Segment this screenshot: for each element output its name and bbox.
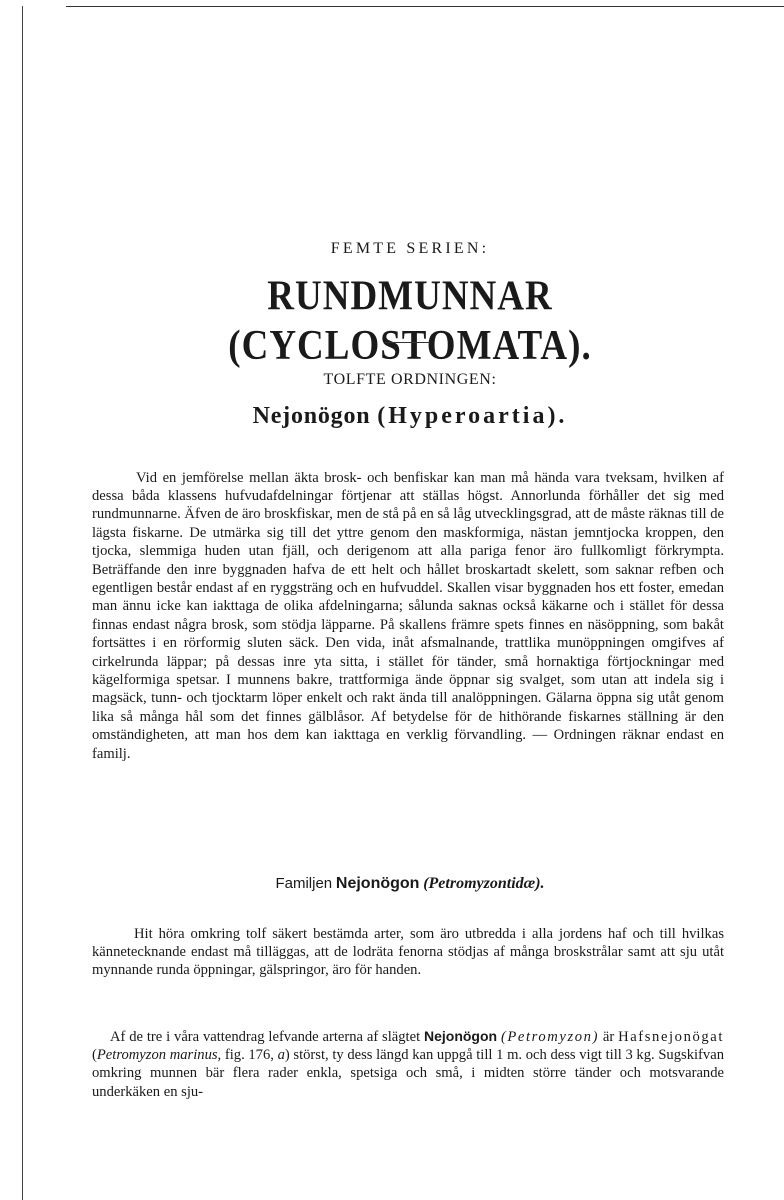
figure-letter: a xyxy=(277,1047,285,1063)
order-title xyxy=(90,403,730,430)
family-scientific-name: (Petromyzontidæ). xyxy=(423,875,545,892)
family-label: Familjen xyxy=(275,875,333,892)
divider-rule xyxy=(386,342,430,343)
order-scientific-name: (Hyperoartia). xyxy=(377,403,568,429)
genus-description-paragraph xyxy=(92,1027,724,1102)
genus-name: Nejonögon xyxy=(423,1027,498,1044)
class-title: RUNDMUNNAR (CYCLOSTOMATA). xyxy=(228,272,592,370)
genus-scientific-name: (Petromyzon) xyxy=(500,1028,600,1045)
species-common-name: Hafsnejonögat xyxy=(618,1028,724,1045)
genus-text-4: fig. 176, xyxy=(221,1047,278,1063)
genus-text-1: Af de tre i våra vattendrag lefvande arterna af slägtet xyxy=(110,1028,424,1045)
scan-edge-top xyxy=(66,6,784,7)
genus-text-3: ( xyxy=(92,1047,97,1063)
genus-text-5: ) störst, ty dess längd kan uppgå till 1 m. och dess vigt till 3 kg. Sugskifvan omkring munnen bär flera rader enkla, spetsiga och små, i midten större tänder och motsvarande underkäken en sju- xyxy=(92,1047,724,1100)
family-description-paragraph: Hit höra omkring tolf säkert bestämda arter, som äro utbredda i alla jordens haf och till hvilkas kännetecknande endast må tilläggas, att de lodräta fenorna stödjas af många broskstrålar samt att sju utåt mynnande runda öppningar, gälspringor, äro för handen. xyxy=(92,925,724,979)
series-heading: FEMTE SERIEN: xyxy=(330,240,490,257)
order-label: TOLFTE ORDNINGEN: xyxy=(323,371,497,388)
species-scientific-name: Petromyzon marinus, xyxy=(96,1047,222,1063)
family-heading xyxy=(90,875,730,893)
order-description-paragraph: Vid en jemförelse mellan äkta brosk- och benfiskar kan man må hända vara tveksam, hvilken af dessa båda klassens hufvudafdelningar förtjenar att ställas högst. Annorlunda förhåller det sig med rundmunnarne. Äfven de äro broskfiskar, men de stå på en så låg utvecklingsgrad, att de måste räknas till de lägsta fiskarne. De utmärka sig till det yttre genom den maskformiga, nästan jemntjocka kroppen, den tjocka, slemmiga huden utan fjäll, och derigenom att alla pariga fenor äro fullkomligt förkrympta. Beträffande den inre byggnaden hafva de ett helt och hållet broskartadt skelett, som saknar refben och egentligen består endast af en ryggsträng och en hufvuddel. Skallen visar byggnaden hos ett foster, emedan man ännu icke kan iakttaga de olika afdelningarna; sålunda saknas också käkarne och i stället för dessa finnas endast några brosk, som stödja läpparne. På skallens främre spets finnes en näsöppning, som bakåt fortsättes i en rörformig sluten säck. Den vida, inåt afsmalnande, trattlika munöppningen omgifves af cirkelrunda läppar; på dessas inre yta sitta, i stället för tänder, små hornaktiga förtjockningar med kägelformiga spetsar. I munnens bakre, trattformiga ände öppnar sig svalget, som utan att indela sig i magsäck, tunn- och tjocktarm löper enkelt och rakt ända till analöppningen. Gälarna öppna sig utåt genom lika så många hål som det finnes gälblåsor. Af betydelse för de hithörande fiskarnes ställning är den omständigheten, att man hos dem kan iakttaga en verklig förvandling. — Ordningen räknar endast en familj. xyxy=(92,469,725,762)
genus-text-2: är xyxy=(599,1028,619,1045)
order-name: Nejonögon xyxy=(252,403,371,429)
family-name: Nejonögon xyxy=(335,875,420,892)
scan-edge-left xyxy=(22,6,23,1200)
